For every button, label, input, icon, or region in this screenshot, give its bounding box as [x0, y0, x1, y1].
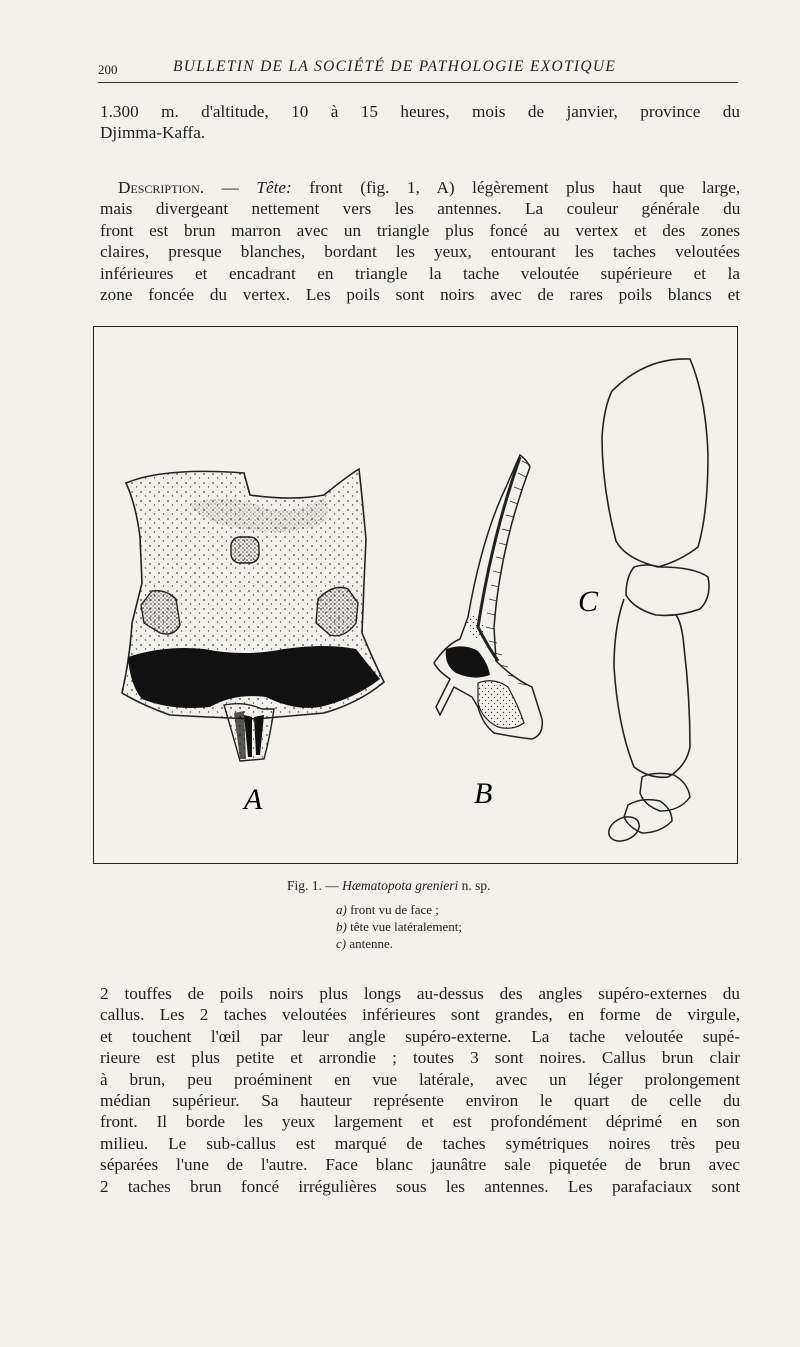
subsection-label: Tête: [256, 178, 292, 197]
upper-velvet-spot [231, 537, 259, 563]
figure-illustration [94, 327, 739, 865]
text-line: rieure est plus petite et arrondie ; toutes 3 sont noires. Callus brun clair [100, 1048, 740, 1068]
caption-item-text: front vu de face ; [346, 902, 439, 917]
caption-item-letter: a) [336, 902, 347, 917]
text-line: milieu. Le sub-callus est marqué de taches symétriques noires très peu [100, 1133, 740, 1153]
label-b: B [474, 777, 493, 810]
caption-item [336, 936, 393, 952]
caption-item-text: antenne. [346, 936, 394, 951]
intro-paragraph [100, 101, 740, 144]
caption-prefix: Fig. 1. — [287, 878, 343, 893]
journal-title: BULLETIN DE LA SOCIÉTÉ DE PATHOLOGIE EXOTIQUE [173, 58, 617, 75]
text-line: 2 touffes de poils noirs plus longs au-dessus des angles supéro-externes du [100, 984, 740, 1003]
caption-title [287, 878, 491, 894]
continuation-paragraph [100, 983, 740, 1197]
text-line: front. Il borde les yeux largement et est profondément déprimé en son [100, 1112, 740, 1132]
page-number: 200 [98, 62, 118, 77]
dash: — [204, 178, 257, 197]
text-line: médian supérieur. Sa hauteur représente environ le quart de celle du [100, 1091, 741, 1111]
lower-velvet-spot-right [316, 587, 358, 635]
text-line: callus. Les 2 taches veloutées inférieures sont grandes, en forme de virgule, [100, 1005, 740, 1025]
caption-suffix: n. sp. [458, 878, 491, 893]
caption-item [336, 919, 462, 935]
text-line: zone foncée du vertex. Les poils sont noirs avec de rares poils blancs et [100, 285, 740, 305]
caption-item-letter: b) [336, 919, 347, 934]
caption-item-text: tête vue latéralement; [346, 919, 462, 934]
label-a: A [244, 783, 263, 816]
text-line: à brun, peu proéminent en vue latérale, avec un léger prolongement [100, 1069, 740, 1089]
section-label: Description. [118, 178, 205, 197]
lateral-callus [446, 646, 490, 677]
figure-frame [93, 326, 738, 864]
drawing-b-head-lateral [434, 455, 542, 810]
drawing-c-antenna [578, 359, 709, 846]
text-line: front est brun marron avec un triangle plus foncé au vertex et des zones [100, 220, 741, 240]
text-line: 1.300 m. d'altitude, 10 à 15 heures, mois de janvier, province du [100, 102, 740, 121]
text-line: séparées l'une de l'autre. Face blanc jaunâtre sale piquetée de brun avec [100, 1155, 741, 1175]
text-line: Djimma-Kaffa. [100, 123, 206, 143]
running-head [98, 58, 738, 83]
label-c: C [578, 585, 599, 618]
text-line: claires, presque blanches, bordant les yeux, entourant les taches veloutées [100, 242, 740, 262]
caption-item [336, 902, 439, 918]
text-line: 2 taches brun foncé irrégulières sous les antennes. Les parafaciaux sont [100, 1176, 741, 1196]
caption-species: Hæmatopota grenieri [342, 878, 459, 893]
drawing-a-front [122, 469, 384, 816]
caption-item-letter: c) [336, 936, 347, 951]
text-line [100, 177, 740, 198]
description-paragraph [100, 177, 740, 305]
text-line: mais divergeant nettement vers les antennes. La couleur générale du [100, 199, 741, 219]
text-fragment: front (fig. 1, A) légèrement plus haut que large, [291, 178, 741, 197]
text-line: inférieures et encadrant en triangle la tache veloutée supérieure et la [100, 263, 740, 283]
text-line: et touchent l'œil par leur angle supéro-externe. La tache veloutée supé- [100, 1026, 740, 1046]
